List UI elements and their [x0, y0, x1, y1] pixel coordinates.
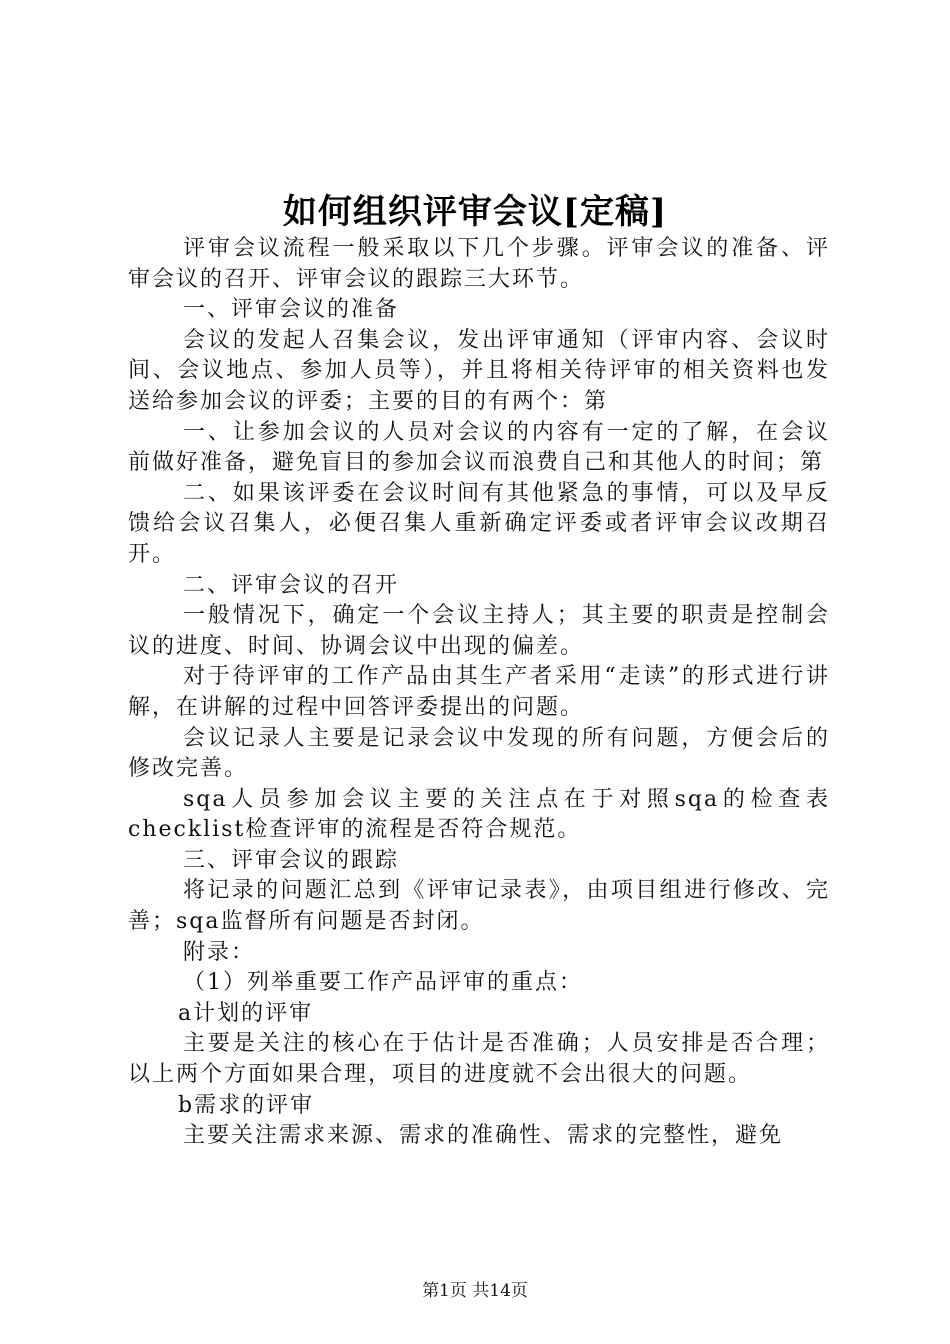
paragraph: 将记录的问题汇总到《评审记录表》，由项目组进行修改、完善；sqa监督所有问题是否封闭。 — [128, 878, 830, 935]
paragraph: 对于待评审的工作产品由其生产者采用“走读”的形式进行讲解，在讲解的过程中回答评委提出的问题。 — [128, 664, 830, 720]
section-heading: 三、评审会议的跟踪 — [183, 847, 400, 873]
appendix-item: （1）列举重要工作产品评审的重点： — [183, 970, 583, 996]
appendix-label: 附录： — [183, 939, 256, 965]
paragraph: 会议的发起人召集会议，发出评审通知（评审内容、会议时间、会议地点、参加人员等），并且将相关待评审的相关资料也发送给参加会议的评委；主要的目的有两个：第 — [128, 327, 830, 414]
paragraph: sqa人员参加会议主要的关注点在于对照sqa的检查表checklist检查评审的流程是否符合规范。 — [128, 786, 830, 843]
paragraph: 会议记录人主要是记录会议中发现的所有问题，方便会后的修改完善。 — [128, 725, 830, 782]
paragraph: 评审会议流程一般采取以下几个步骤。评审会议的准备、评审会议的召开、评审会议的跟踪三大环节。 — [128, 236, 830, 292]
paragraph: 一、让参加会议的人员对会议的内容有一定的了解，在会议前做好准备，避免盲目的参加会议而浪费自己和其他人的时间；第 — [128, 419, 830, 476]
subsection-heading: a计划的评审 — [178, 1000, 314, 1026]
paragraph: 一般情况下，确定一个会议主持人；其主要的职责是控制会议的进度、时间、协调会议中出现的偏差。 — [128, 603, 830, 659]
subsection-heading: b需求的评审 — [178, 1092, 315, 1118]
paragraph: 主要是关注的核心在于估计是否准确；人员安排是否合理；以上两个方面如果合理，项目的进度就不会出很大的问题。 — [128, 1031, 830, 1088]
paragraph: 主要关注需求来源、需求的准确性、需求的完整性，避免 — [183, 1123, 784, 1149]
section-heading: 一、评审会议的准备 — [183, 297, 400, 323]
document-body — [128, 234, 830, 1152]
document-title: 如何组织评审会议[定稿] — [282, 192, 668, 232]
page-footer: 第1页 共14页 — [422, 1281, 528, 1301]
section-heading: 二、评审会议的召开 — [183, 572, 400, 598]
paragraph: 二、如果该评委在会议时间有其他紧急的事情，可以及早反馈给会议召集人，必便召集人重新确定评委或者评审会议改期召开。 — [128, 480, 830, 567]
